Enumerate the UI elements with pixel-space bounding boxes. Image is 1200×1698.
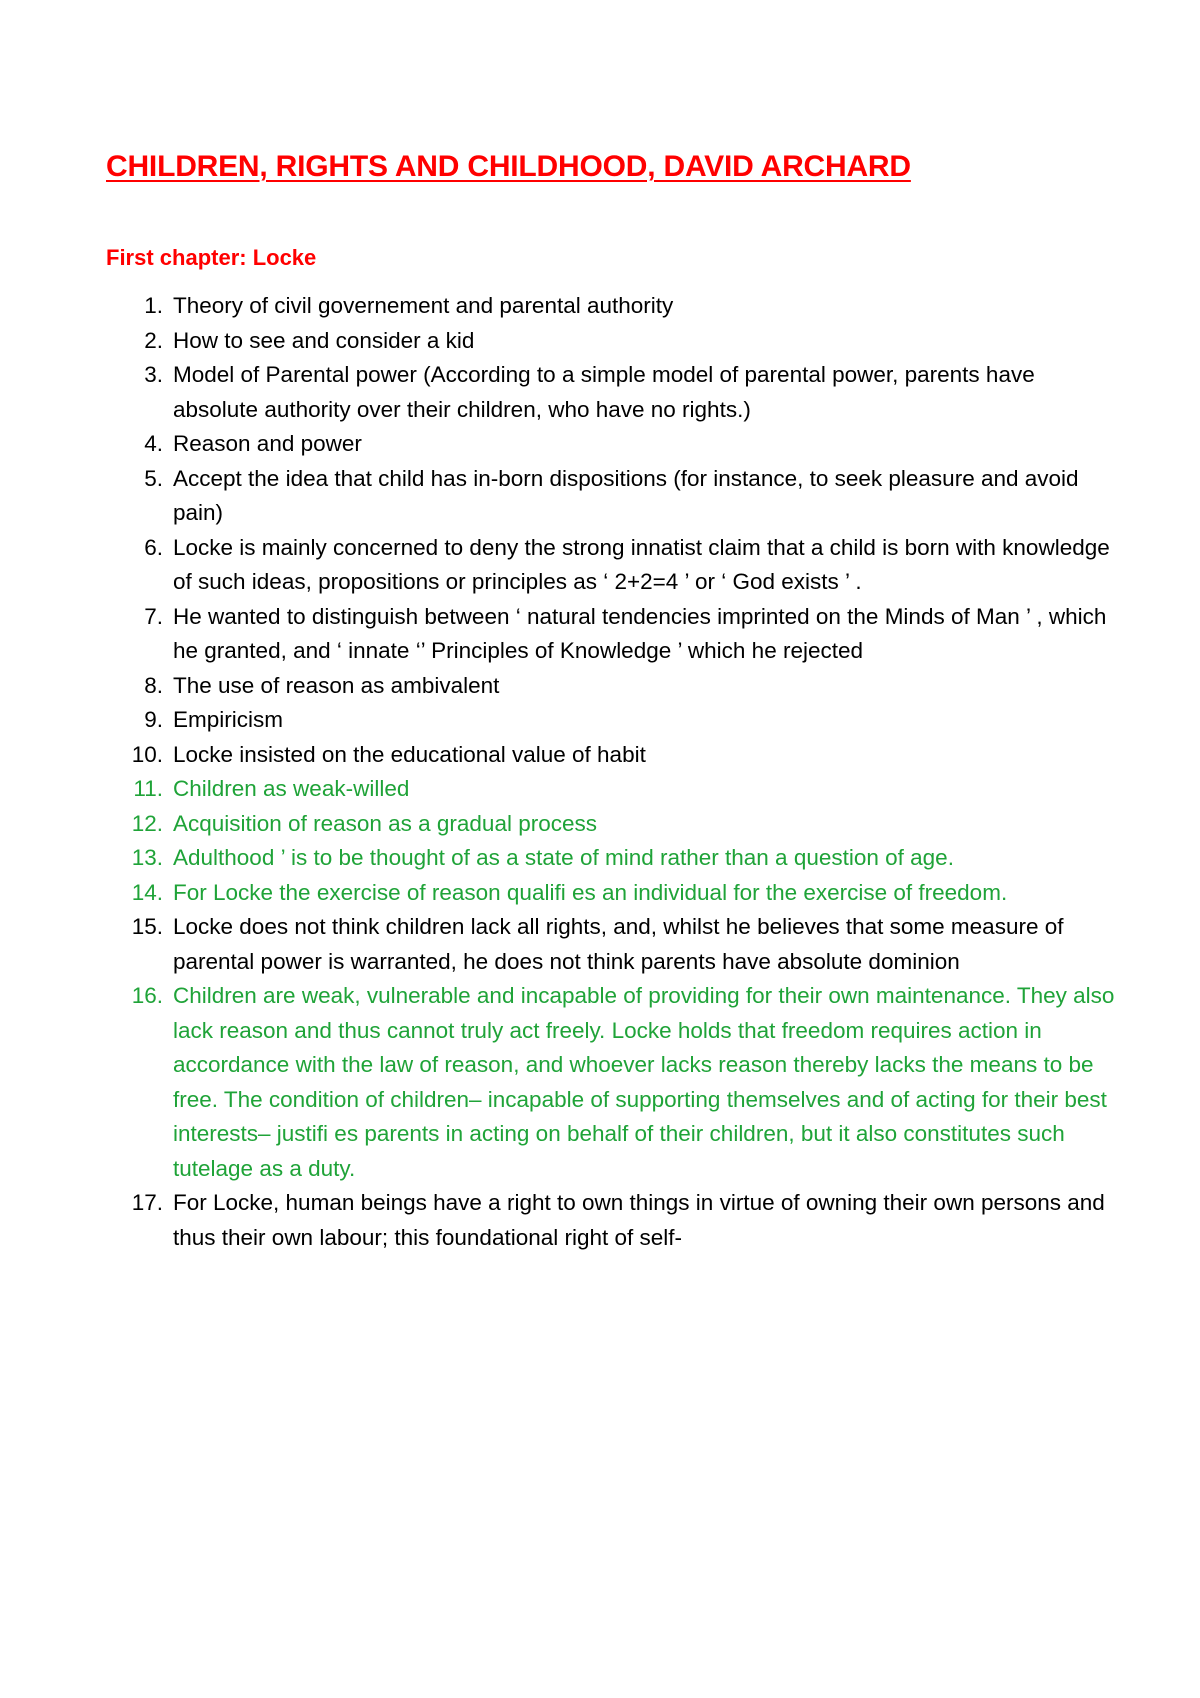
item-text: Children as weak-willed bbox=[173, 776, 410, 801]
list-item bbox=[0, 462, 1120, 531]
item-text: The use of reason as ambivalent bbox=[173, 672, 500, 698]
item-text: Acquisition of reason as a gradual process bbox=[173, 810, 597, 836]
list-item bbox=[0, 427, 1120, 462]
document-title: CHILDREN, RIGHTS AND CHILDHOOD, DAVID ARCHARD bbox=[106, 150, 911, 183]
item-number: 14. bbox=[131, 879, 163, 905]
item-text: Locke is mainly concerned to deny the strong innatist claim that a child is born with knowledge of such ideas, propositions or principles as ‘ 2+2=4 ’ or ‘ God exists ’ . bbox=[173, 534, 1110, 594]
list-item bbox=[0, 910, 1120, 979]
item-text: He wanted to distinguish between ‘ natural tendencies imprinted on the Minds of Man ’ , which he granted, and ‘ innate ‘’ Principles of Knowledge ’ which he rejected bbox=[173, 603, 1107, 663]
item-number: 9. bbox=[144, 707, 163, 732]
item-text: Accept the idea that child has in-born dispositions (for instance, to seek pleasure and avoid pain) bbox=[173, 465, 1079, 525]
item-number: 6. bbox=[144, 534, 163, 560]
list-item bbox=[0, 979, 1120, 1186]
list-item bbox=[0, 876, 1120, 911]
item-number: 17. bbox=[131, 1190, 163, 1215]
list-item bbox=[0, 807, 1120, 842]
item-text: For Locke, human beings have a right to own things in virtue of owning their own persons and thus their own labour; this foundational right of self- bbox=[173, 1190, 1105, 1250]
list-item bbox=[0, 772, 1120, 807]
item-text: Adulthood ’ is to be thought of as a state of mind rather than a question of age. bbox=[173, 845, 954, 870]
item-text: Model of Parental power (According to a simple model of parental power, parents have absolute authority over their children, who have no rights.) bbox=[173, 362, 1035, 422]
item-text: Empiricism bbox=[173, 707, 283, 732]
item-number: 12. bbox=[131, 810, 163, 836]
list-item bbox=[0, 841, 1120, 876]
item-text: Reason and power bbox=[173, 431, 362, 456]
item-text: How to see and consider a kid bbox=[173, 327, 475, 353]
item-number: 11. bbox=[133, 776, 163, 801]
list-item bbox=[0, 600, 1120, 669]
item-text: Locke insisted on the educational value of habit bbox=[173, 741, 646, 767]
list-item bbox=[0, 703, 1120, 738]
item-number: 10. bbox=[131, 741, 163, 767]
item-text: Theory of civil governement and parental authority bbox=[173, 293, 674, 318]
item-number: 16. bbox=[131, 983, 163, 1008]
item-number: 1. bbox=[144, 293, 163, 318]
list-item bbox=[0, 289, 1120, 324]
list-item bbox=[0, 1186, 1120, 1255]
item-number: 13. bbox=[131, 845, 163, 870]
item-number: 8. bbox=[144, 672, 163, 698]
item-number: 3. bbox=[144, 362, 163, 387]
item-text: For Locke the exercise of reason qualifi es an individual for the exercise of freedom. bbox=[173, 879, 1008, 905]
item-number: 7. bbox=[144, 603, 163, 629]
list-item bbox=[0, 358, 1120, 427]
list-item bbox=[0, 324, 1120, 359]
item-number: 5. bbox=[144, 465, 163, 491]
item-text: Locke does not think children lack all rights, and, whilst he believes that some measure of parental power is warranted, he does not think parents have absolute dominion bbox=[173, 914, 1064, 974]
list-item bbox=[0, 738, 1120, 773]
list-item bbox=[0, 669, 1120, 704]
chapter-heading: First chapter: Locke bbox=[106, 245, 317, 270]
item-number: 15. bbox=[131, 914, 163, 939]
item-number: 4. bbox=[144, 431, 163, 456]
numbered-notes-list bbox=[0, 289, 1120, 1255]
list-item bbox=[0, 531, 1120, 600]
item-text: Children are weak, vulnerable and incapable of providing for their own maintenance. They also lack reason and thus cannot truly act freely. Locke holds that freedom requires action in accordance with the law of reason, and whoever lacks reason thereby lacks the means to be free. The condition of children– incapable of supporting themselves and of acting for their best interests– justifi es parents in acting on behalf of their children, but it also constitutes such tutelage as a duty. bbox=[173, 983, 1115, 1181]
item-number: 2. bbox=[144, 327, 163, 353]
